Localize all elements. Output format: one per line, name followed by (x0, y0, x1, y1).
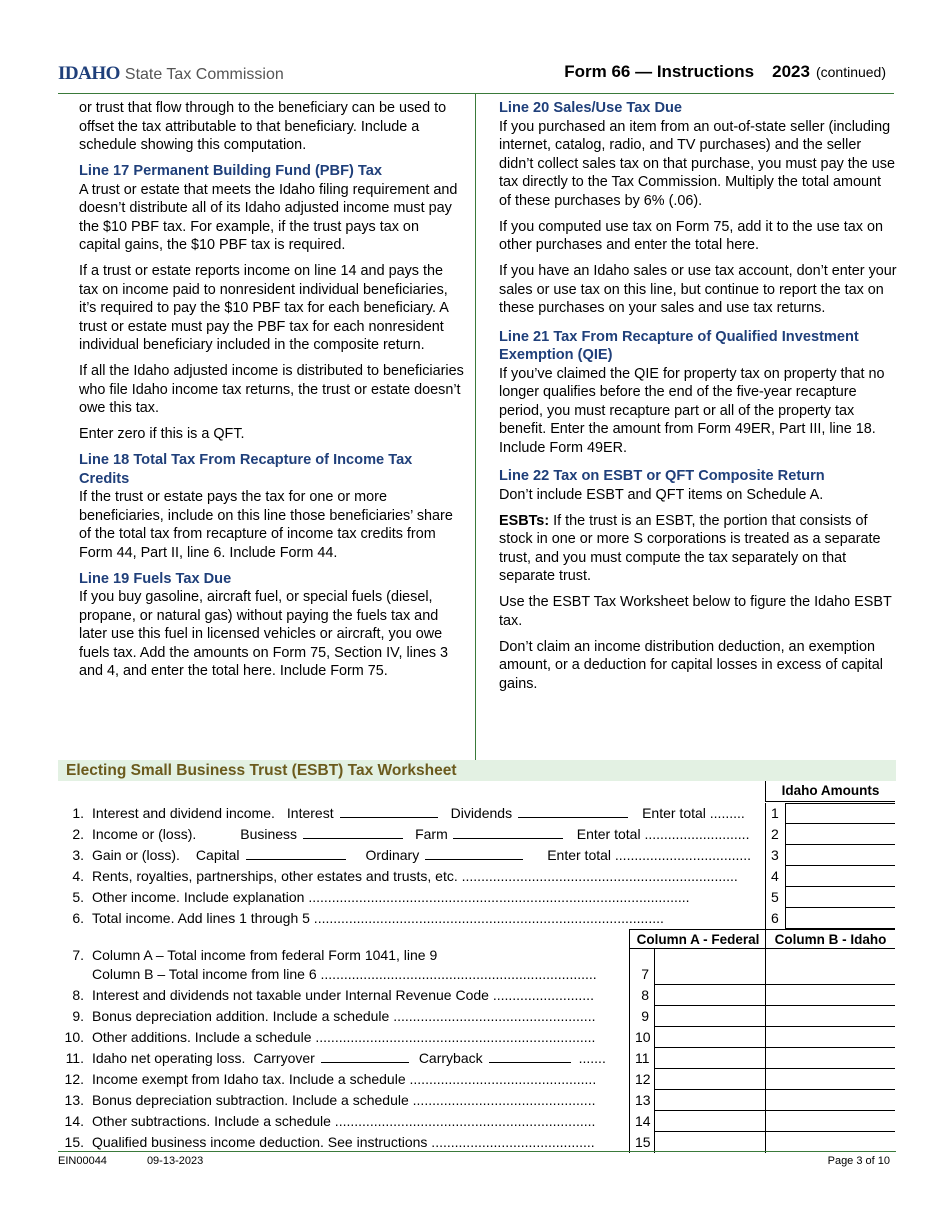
line-number: 9. (72, 1008, 84, 1024)
idaho-amount-field-3[interactable] (785, 845, 895, 866)
line19-heading: Line 19 Fuels Tax Due (79, 570, 232, 587)
line-number: 5. (72, 889, 84, 905)
page-footer (58, 1151, 896, 1167)
column-b-idaho-header: Column B - Idaho (765, 929, 895, 949)
dividends-label: Dividends (450, 805, 513, 821)
worksheet-line-5 (58, 887, 758, 908)
worksheet-line-9 (58, 1006, 628, 1027)
leader-dots: ....... (578, 1050, 606, 1066)
line-text: Qualified business income deduction. See instructions .......................................... (92, 1134, 595, 1150)
line-text (92, 824, 749, 845)
enter-total-label: Enter total ......... (642, 805, 745, 821)
form-id: EIN00044 (58, 1155, 107, 1167)
column-b-field-8[interactable] (765, 985, 895, 1006)
line-number: 14. (64, 1113, 84, 1129)
line-number: 13. (64, 1092, 84, 1108)
line-text: Other income. Include explanation .................................................................................................. (92, 889, 690, 905)
worksheet-line-14 (58, 1111, 628, 1132)
line-text: Bonus depreciation subtraction. Include a schedule ............................................... (92, 1092, 596, 1108)
column-a-field-9[interactable] (654, 1006, 766, 1027)
line-number: 4. (72, 868, 84, 884)
line-text (92, 1048, 606, 1069)
line20-paragraph-2: If you computed use tax on Form 75, add it to the use tax on other purchases and enter the total here. (499, 218, 883, 253)
line-label: Gain or (loss). (92, 847, 180, 863)
line-text: Total income. Add lines 1 through 5 .......................................................................................... (92, 910, 664, 926)
line19-paragraph-1: If you buy gasoline, aircraft fuel, or special fuels (diesel, propane, or natural gas) without paying the fuels tax and later use this fuel in licensed vehicles or aircraft, you owe fuels tax. Add the amounts on Form 75, Section IV, lines 3 and 4, and enter the total here. Include Form 75. (79, 589, 449, 679)
line-box-14: 14 (629, 1111, 655, 1132)
line18-paragraph-1: If the trust or estate pays the tax for one or more beneficiaries, include on this line those beneficiaries’ share of the total tax from recapture of income tax credits from Form 44, Part II, line 6. Include Form 44. (79, 489, 453, 561)
line-text: Column B – Total income from line 6 ....................................................................... (92, 966, 597, 982)
line-box-4: 4 (765, 866, 779, 887)
worksheet-line-7-continued (58, 964, 628, 985)
farm-label: Farm (415, 826, 448, 842)
continued-label: (continued) (815, 64, 886, 80)
line-box-2: 2 (765, 824, 779, 845)
idaho-amount-field-6[interactable] (785, 908, 895, 929)
line-text: Column A – Total income from federal Form 1041, line 9 (92, 947, 438, 963)
worksheet-line-7 (58, 945, 628, 966)
form-title-text: Form 66 — Instructions (564, 62, 755, 81)
line17-paragraph-2: If a trust or estate reports income on line 14 and pays the tax on income paid to nonresident individual beneficiaries, it’s required to pay the $10 PBF tax for each beneficiary. A trust or estate must pay the PBF tax for each nonresident individual beneficiary included in the composite return. (79, 263, 449, 353)
idaho-amounts-header: Idaho Amounts (765, 781, 895, 802)
line-box-11: 11 (629, 1048, 655, 1069)
line-box-9: 9 (629, 1006, 655, 1027)
line21-paragraph-1: If you’ve claimed the QIE for property tax on property that no longer qualifies before the end of the five-year recapture period, you must recapture part or all of the property tax benefit. Enter the amount from Form 49ER, Part III, line 18. Include Form 49ER. (499, 365, 885, 456)
column-a-federal-header: Column A - Federal (629, 929, 766, 949)
column-b-field-13[interactable] (765, 1090, 895, 1111)
carryback-label: Carryback (418, 1050, 483, 1066)
line-text: Income exempt from Idaho tax. Include a schedule ................................................ (92, 1071, 597, 1087)
line20-paragraph-1: If you purchased an item from an out-of-state seller (including internet, catalog, radio, and TV purchases) and the seller didn’t collect sales tax on that purchase, you must pay the use tax directly to the Tax Commission. Multiply the total amount of these purchases by 6% (.06). (499, 118, 895, 209)
idaho-amount-field-5[interactable] (785, 887, 895, 908)
line-box-10: 10 (629, 1027, 655, 1048)
worksheet-line-6 (58, 908, 758, 929)
capital-input[interactable] (246, 846, 346, 860)
column-a-field-15[interactable] (654, 1132, 766, 1153)
line-number: 6. (72, 910, 84, 926)
line-number: 10. (64, 1029, 84, 1045)
line-box-13: 13 (629, 1090, 655, 1111)
line-number: 3. (72, 847, 84, 863)
line-text (92, 845, 751, 866)
business-input[interactable] (303, 825, 403, 839)
column-b-field-9[interactable] (765, 1006, 895, 1027)
ordinary-label: Ordinary (365, 847, 420, 863)
enter-total-label: Enter total ................................... (547, 847, 752, 863)
line17-paragraph-1: A trust or estate that meets the Idaho filing requirement and doesn’t distribute all of its Idaho adjusted income must pay the $10 PBF tax. For example, if the trust pays tax on capital gains, the $10 PBF tax is required. (79, 181, 458, 253)
worksheet-line-1 (58, 803, 758, 824)
line22-heading: Line 22 Tax on ESBT or QFT Composite Return (499, 468, 825, 484)
column-a-field-11[interactable] (654, 1048, 766, 1069)
column-a-field-12[interactable] (654, 1069, 766, 1090)
ordinary-input[interactable] (425, 846, 523, 860)
line-number: 8. (72, 987, 84, 1003)
line-number: 11. (65, 1050, 84, 1066)
line-box-5: 5 (765, 887, 779, 908)
line-number: 2. (72, 826, 84, 842)
column-a-field-14[interactable] (654, 1111, 766, 1132)
worksheet-line-12 (58, 1069, 628, 1090)
worksheet-line-15 (58, 1132, 628, 1153)
intro-paragraph: or trust that flow through to the beneficiary can be used to offset the tax attributable to that beneficiary. Include a schedule showing this computation. (79, 100, 447, 153)
worksheet-line-4 (58, 866, 758, 887)
page-number: Page 3 of 10 (827, 1155, 890, 1167)
column-b-field-7[interactable] (765, 949, 895, 985)
business-label: Business (240, 826, 298, 842)
idaho-amount-field-4[interactable] (785, 866, 895, 887)
carryover-input[interactable] (321, 1049, 409, 1063)
line17-paragraph-3: If all the Idaho adjusted income is distributed to beneficiaries who file Idaho income tax returns, the trust or estate doesn’t owe this tax. (79, 363, 464, 416)
worksheet-line-2 (58, 824, 758, 845)
line-text: Other additions. Include a schedule ........................................................................ (92, 1029, 596, 1045)
line-box-3: 3 (765, 845, 779, 866)
column-b-field-15[interactable] (765, 1132, 895, 1153)
esbt-label: ESBTs: (499, 512, 550, 529)
column-a-field-13[interactable] (654, 1090, 766, 1111)
form-year: 2023 (772, 62, 810, 81)
line-number: 7. (72, 947, 84, 963)
line21-heading: Line 21 Tax From Recapture of Qualified Investment Exemption (QIE) (499, 328, 859, 363)
dividends-input[interactable] (518, 804, 628, 818)
worksheet-line-3 (58, 845, 758, 866)
carryback-input[interactable] (489, 1049, 571, 1063)
column-b-field-14[interactable] (765, 1111, 895, 1132)
line20-paragraph-3: If you have an Idaho sales or use tax account, don’t enter your sales or use tax on this line, but continue to report the tax on these purchases on your sales and use tax returns. (499, 263, 897, 316)
line-label: Idaho net operating loss. (92, 1050, 246, 1066)
worksheet-line-10 (58, 1027, 628, 1048)
line-label: Interest and dividend income. (92, 805, 275, 821)
line-number: 15. (64, 1134, 84, 1150)
column-a-field-7[interactable] (654, 949, 766, 985)
line-text: Other subtractions. Include a schedule ................................................................... (92, 1113, 596, 1129)
line-box-12: 12 (629, 1069, 655, 1090)
line17-heading: Line 17 Permanent Building Fund (PBF) Tax (79, 163, 382, 179)
line-text (92, 803, 745, 824)
line-box-6: 6 (765, 908, 779, 929)
esbt-text: If the trust is an ESBT, the portion that consists of stock in one or more S corporations is treated as a separate trust, and you must compute the tax separately on that separate trust. (499, 512, 881, 584)
enter-total-label: Enter total ........................... (576, 826, 750, 842)
line-box-1: 1 (765, 803, 779, 824)
column-a-field-8[interactable] (654, 985, 766, 1006)
line-text: Bonus depreciation addition. Include a schedule .................................................... (92, 1008, 596, 1024)
line-text: Interest and dividends not taxable under Internal Revenue Code .......................... (92, 987, 594, 1003)
column-b-field-12[interactable] (765, 1069, 895, 1090)
farm-input[interactable] (453, 825, 563, 839)
line22-paragraph-3: Use the ESBT Tax Worksheet below to figure the Idaho ESBT tax. (499, 594, 892, 629)
line-box-15: 15 (629, 1132, 655, 1153)
worksheet-line-11 (58, 1048, 628, 1069)
revision-date: 09-13-2023 (146, 1155, 204, 1167)
line-box-8: 8 (629, 985, 655, 1006)
idaho-amount-field-1[interactable] (785, 803, 895, 824)
worksheet-title: Electing Small Business Trust (ESBT) Tax Worksheet (58, 760, 896, 781)
line18-heading: Line 18 Total Tax From Recapture of Income Tax Credits (79, 452, 413, 487)
column-b-field-10[interactable] (765, 1027, 895, 1048)
line-number: 1. (72, 805, 84, 821)
interest-input[interactable] (340, 804, 438, 818)
idaho-amount-field-2[interactable] (785, 824, 895, 845)
line22-paragraph-1: Don’t include ESBT and QFT items on Schedule A. (499, 486, 824, 503)
line22-paragraph-4: Don’t claim an income distribution deduction, an exemption amount, or a deduction for capital losses in excess of capital gains. (499, 638, 883, 692)
line20-heading: Line 20 Sales/Use Tax Due (499, 100, 683, 116)
line-label: Income or (loss). (92, 826, 197, 842)
line17-paragraph-4: Enter zero if this is a QFT. (79, 426, 245, 442)
line-text: Rents, royalties, partnerships, other estates and trusts, etc. ....................................................................... (92, 868, 738, 884)
interest-label: Interest (286, 805, 334, 821)
worksheet-line-8 (58, 985, 628, 1006)
logo-agency-name: State Tax Commission (124, 66, 284, 83)
worksheet-line-13 (58, 1090, 628, 1111)
column-b-field-11[interactable] (765, 1048, 895, 1069)
capital-label: Capital (195, 847, 240, 863)
logo-idaho-wordmark: IDAHO (58, 63, 120, 84)
line-box-7: 7 (629, 949, 655, 985)
carryover-label: Carryover (253, 1050, 315, 1066)
line-number: 12. (64, 1071, 84, 1087)
column-a-field-10[interactable] (654, 1027, 766, 1048)
